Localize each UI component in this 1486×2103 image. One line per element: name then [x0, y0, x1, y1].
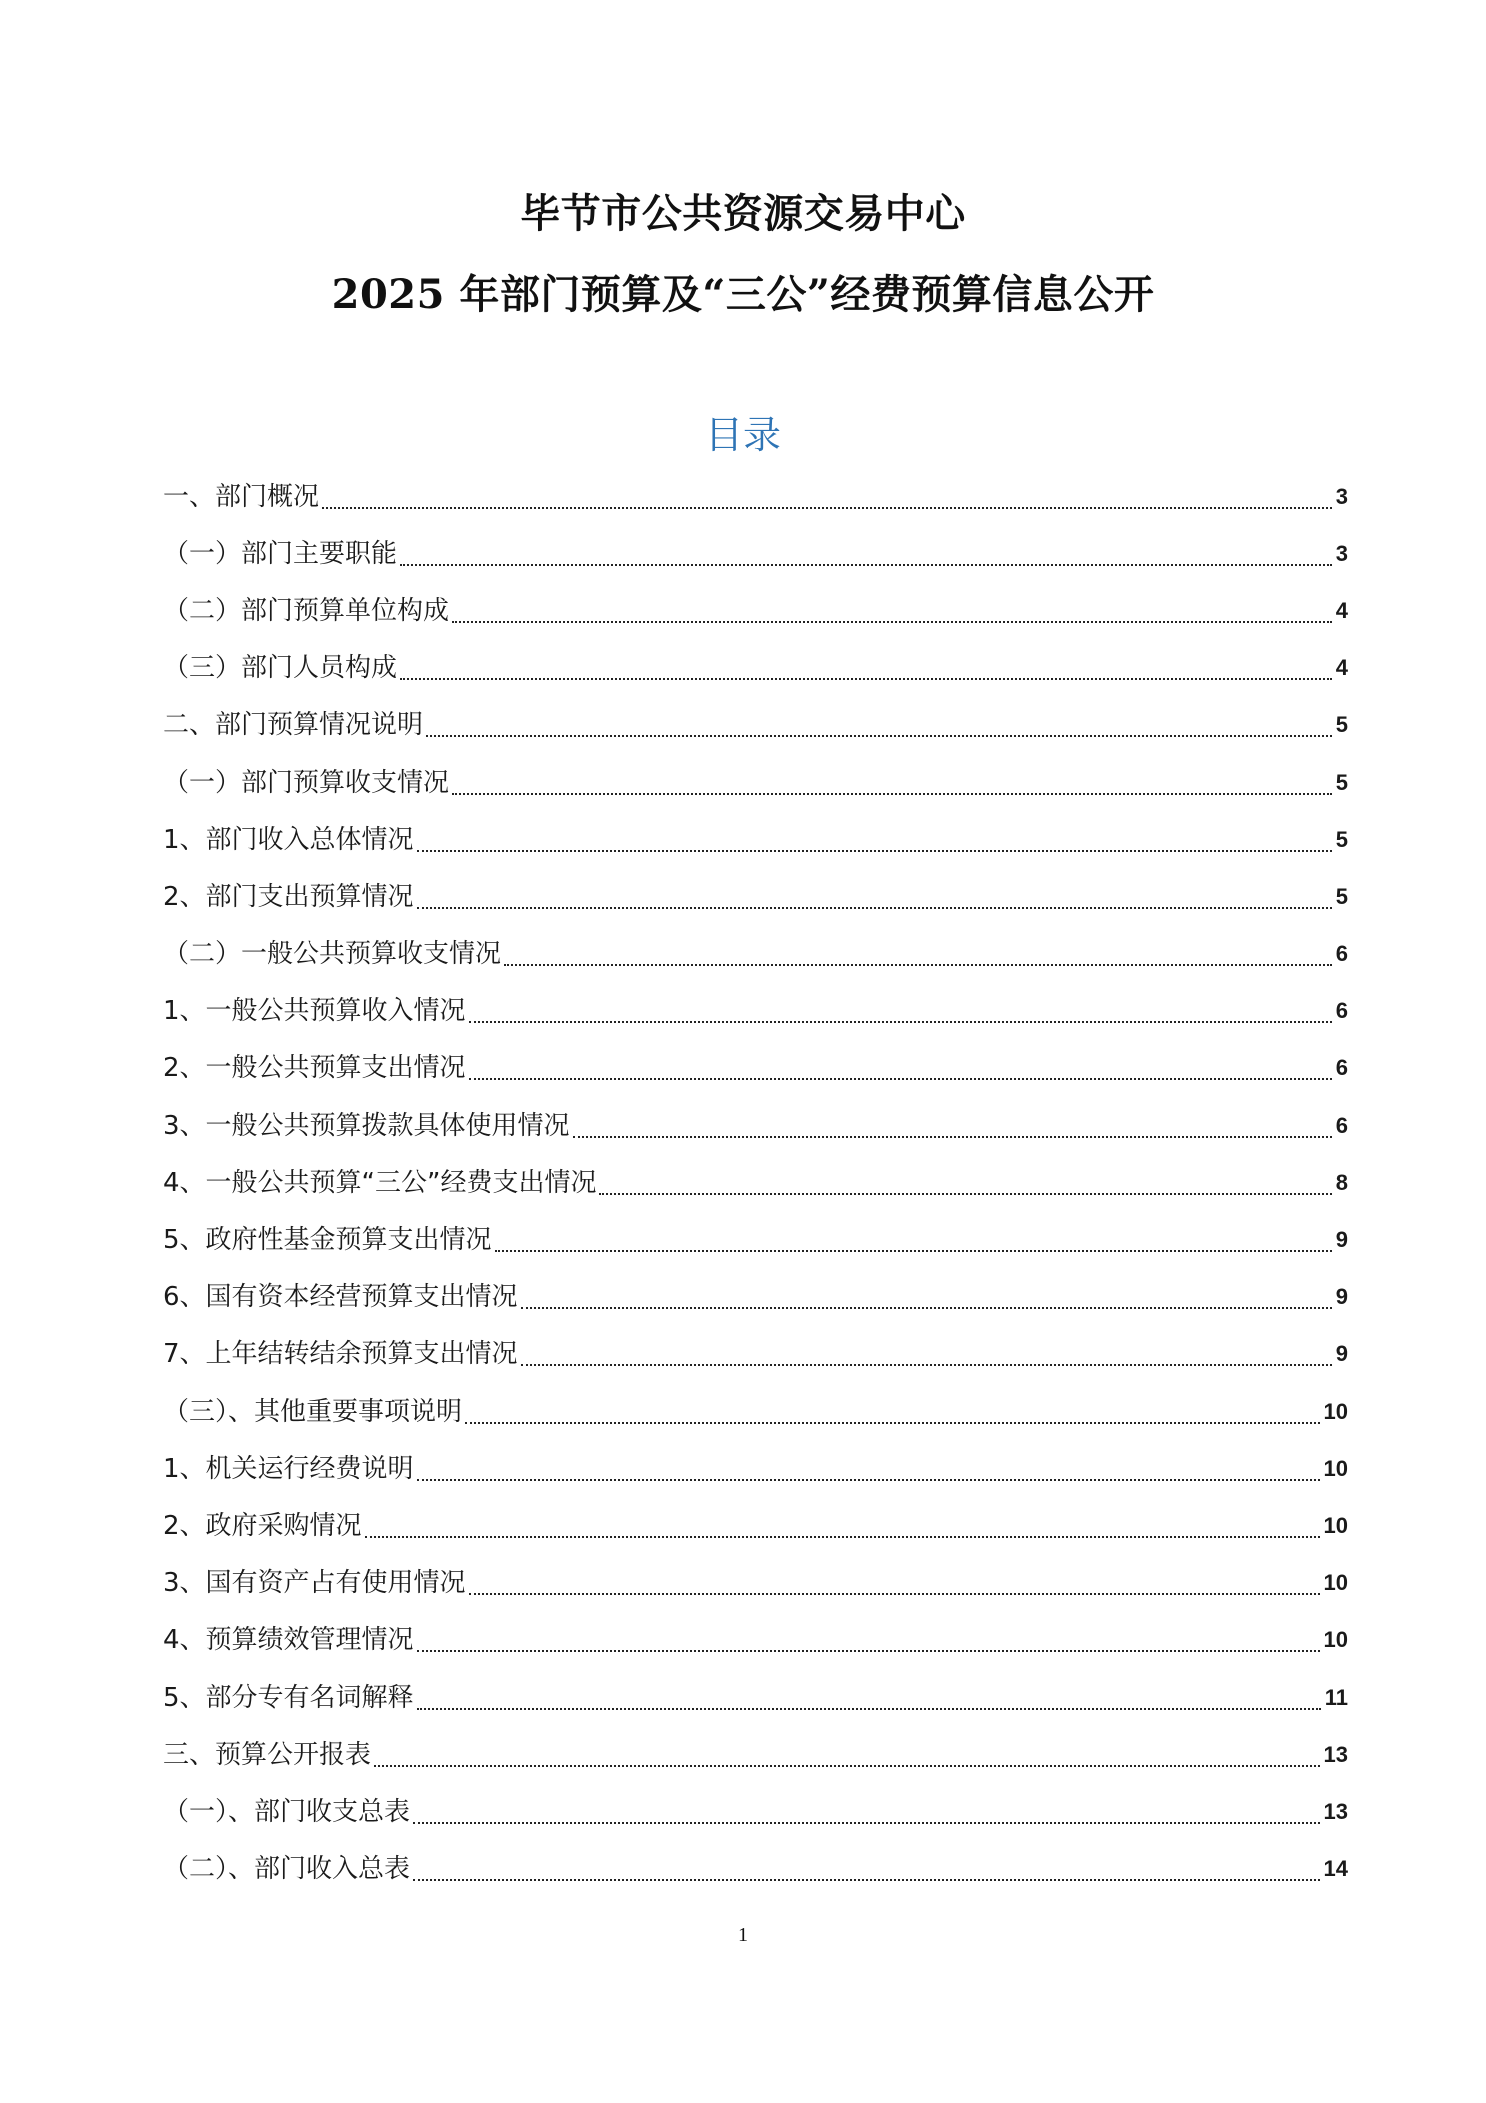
toc-entry-page-number: 5	[1335, 883, 1348, 909]
document-title-line-2: 2025 年部门预算及“三公”经费预算信息公开	[331, 271, 1155, 318]
toc-entry[interactable]	[163, 1783, 1348, 1840]
toc-entry[interactable]	[163, 1269, 1348, 1326]
toc-entry[interactable]	[163, 1211, 1348, 1268]
toc-entry[interactable]	[163, 1040, 1348, 1097]
toc-entry[interactable]	[163, 754, 1348, 811]
toc-entry-page-number: 4	[1335, 655, 1348, 681]
toc-entry-page-number: 6	[1335, 998, 1348, 1024]
toc-entry-page-number: 11	[1324, 1684, 1348, 1710]
toc-entry-label: 5、政府性基金预算支出情况	[163, 1225, 492, 1256]
toc-entry[interactable]	[163, 983, 1348, 1040]
toc-entry[interactable]	[163, 1383, 1348, 1440]
toc-entry-page-number: 10	[1323, 1398, 1348, 1424]
toc-entry-page-number: 5	[1335, 712, 1348, 738]
dot-leader	[365, 1536, 1320, 1538]
toc-entry-label: 3、一般公共预算拨款具体使用情况	[163, 1110, 570, 1141]
toc-entry-label: 1、机关运行经费说明	[163, 1453, 414, 1484]
toc-entry-page-number: 13	[1323, 1798, 1348, 1824]
toc-entry-label: 3、国有资产占有使用情况	[163, 1568, 466, 1599]
dot-leader	[417, 907, 1332, 909]
toc-entry[interactable]	[163, 1669, 1348, 1726]
toc-entry-label: （一）部门主要职能	[163, 538, 398, 569]
dot-leader	[599, 1193, 1331, 1195]
toc-entry[interactable]	[163, 1612, 1348, 1669]
toc-entry-page-number: 9	[1335, 1284, 1348, 1310]
toc-entry[interactable]	[163, 868, 1348, 925]
toc-entry[interactable]	[163, 525, 1348, 582]
toc-entry[interactable]	[163, 1726, 1348, 1783]
dot-leader	[521, 1364, 1332, 1366]
dot-leader	[400, 678, 1332, 680]
toc-entry-page-number: 9	[1335, 1341, 1348, 1367]
dot-leader	[469, 1021, 1332, 1023]
dot-leader	[400, 564, 1332, 566]
toc-entry[interactable]	[163, 1154, 1348, 1211]
toc-entry-label: 7、上年结转结余预算支出情况	[163, 1339, 518, 1370]
toc-entry-label: 4、一般公共预算“三公”经费支出情况	[163, 1167, 597, 1198]
toc-entry-label: （三）部门人员构成	[163, 653, 398, 684]
dot-leader	[573, 1136, 1332, 1138]
toc-entry-page-number: 9	[1335, 1227, 1348, 1253]
toc-entry[interactable]	[163, 697, 1348, 754]
toc-entry-label: 1、一般公共预算收入情况	[163, 996, 466, 1027]
toc-entry-label: （二）部门预算单位构成	[163, 595, 450, 626]
toc-entry-label: （三）、其他重要事项说明	[163, 1396, 463, 1427]
document-title-line-1: 毕节市公共资源交易中心	[520, 190, 966, 237]
toc-entry-page-number: 10	[1323, 1455, 1348, 1481]
toc-entry-label: 三、预算公开报表	[163, 1739, 372, 1770]
toc-entry[interactable]	[163, 640, 1348, 697]
toc-entry-label: 2、部门支出预算情况	[163, 881, 414, 912]
dot-leader	[413, 1822, 1320, 1824]
toc-entry-page-number: 10	[1323, 1570, 1348, 1596]
dot-leader	[413, 1879, 1320, 1881]
toc-entry[interactable]	[163, 468, 1348, 525]
toc-entry-page-number: 6	[1335, 1055, 1348, 1081]
dot-leader	[495, 1250, 1332, 1252]
toc-entry[interactable]	[163, 1440, 1348, 1497]
toc-entry-label: 6、国有资本经营预算支出情况	[163, 1282, 518, 1313]
toc-entry-label: 二、部门预算情况说明	[163, 710, 424, 741]
toc-entry-page-number: 6	[1335, 1112, 1348, 1138]
dot-leader	[521, 1307, 1332, 1309]
toc-entry-label: 一、部门概况	[163, 481, 320, 512]
toc-entry[interactable]	[163, 926, 1348, 983]
toc-entry-label: （二）、部门收入总表	[163, 1854, 411, 1885]
toc-entry-page-number: 6	[1335, 941, 1348, 967]
dot-leader	[504, 964, 1332, 966]
toc-entry-label: 2、政府采购情况	[163, 1510, 362, 1541]
dot-leader	[452, 793, 1332, 795]
toc-entry-page-number: 8	[1335, 1169, 1348, 1195]
toc-entry[interactable]	[163, 1326, 1348, 1383]
toc-entry-page-number: 3	[1335, 540, 1348, 566]
dot-leader	[417, 1708, 1321, 1710]
toc-entry-label: （二）一般公共预算收支情况	[163, 939, 502, 970]
toc-entry[interactable]	[163, 582, 1348, 639]
table-of-contents	[163, 468, 1348, 1898]
toc-entry-page-number: 14	[1323, 1856, 1348, 1882]
toc-entry-page-number: 5	[1335, 826, 1348, 852]
dot-leader	[374, 1765, 1320, 1767]
dot-leader	[469, 1078, 1332, 1080]
toc-entry-label: （一）、部门收支总表	[163, 1796, 411, 1827]
toc-entry-page-number: 10	[1323, 1512, 1348, 1538]
dot-leader	[452, 621, 1332, 623]
toc-entry-label: 5、部分专有名词解释	[163, 1682, 414, 1713]
toc-entry-page-number: 5	[1335, 769, 1348, 795]
toc-entry-label: 1、部门收入总体情况	[163, 824, 414, 855]
dot-leader	[322, 507, 1332, 509]
dot-leader	[469, 1593, 1320, 1595]
dot-leader	[417, 1650, 1320, 1652]
dot-leader	[417, 1479, 1320, 1481]
toc-entry[interactable]	[163, 1555, 1348, 1612]
toc-heading: 目录	[704, 413, 781, 457]
dot-leader	[465, 1422, 1320, 1424]
toc-entry-page-number: 3	[1335, 483, 1348, 509]
toc-entry-label: 2、一般公共预算支出情况	[163, 1053, 466, 1084]
toc-entry[interactable]	[163, 1497, 1348, 1554]
toc-entry-page-number: 4	[1335, 597, 1348, 623]
toc-entry[interactable]	[163, 1097, 1348, 1154]
dot-leader	[426, 735, 1332, 737]
toc-entry-label: （一）部门预算收支情况	[163, 767, 450, 798]
toc-entry-page-number: 13	[1323, 1741, 1348, 1767]
toc-entry-label: 4、预算绩效管理情况	[163, 1625, 414, 1656]
page-number: 1	[738, 1924, 748, 1946]
toc-entry[interactable]	[163, 811, 1348, 868]
toc-entry[interactable]	[163, 1841, 1348, 1898]
toc-entry-page-number: 10	[1323, 1627, 1348, 1653]
dot-leader	[417, 850, 1332, 852]
